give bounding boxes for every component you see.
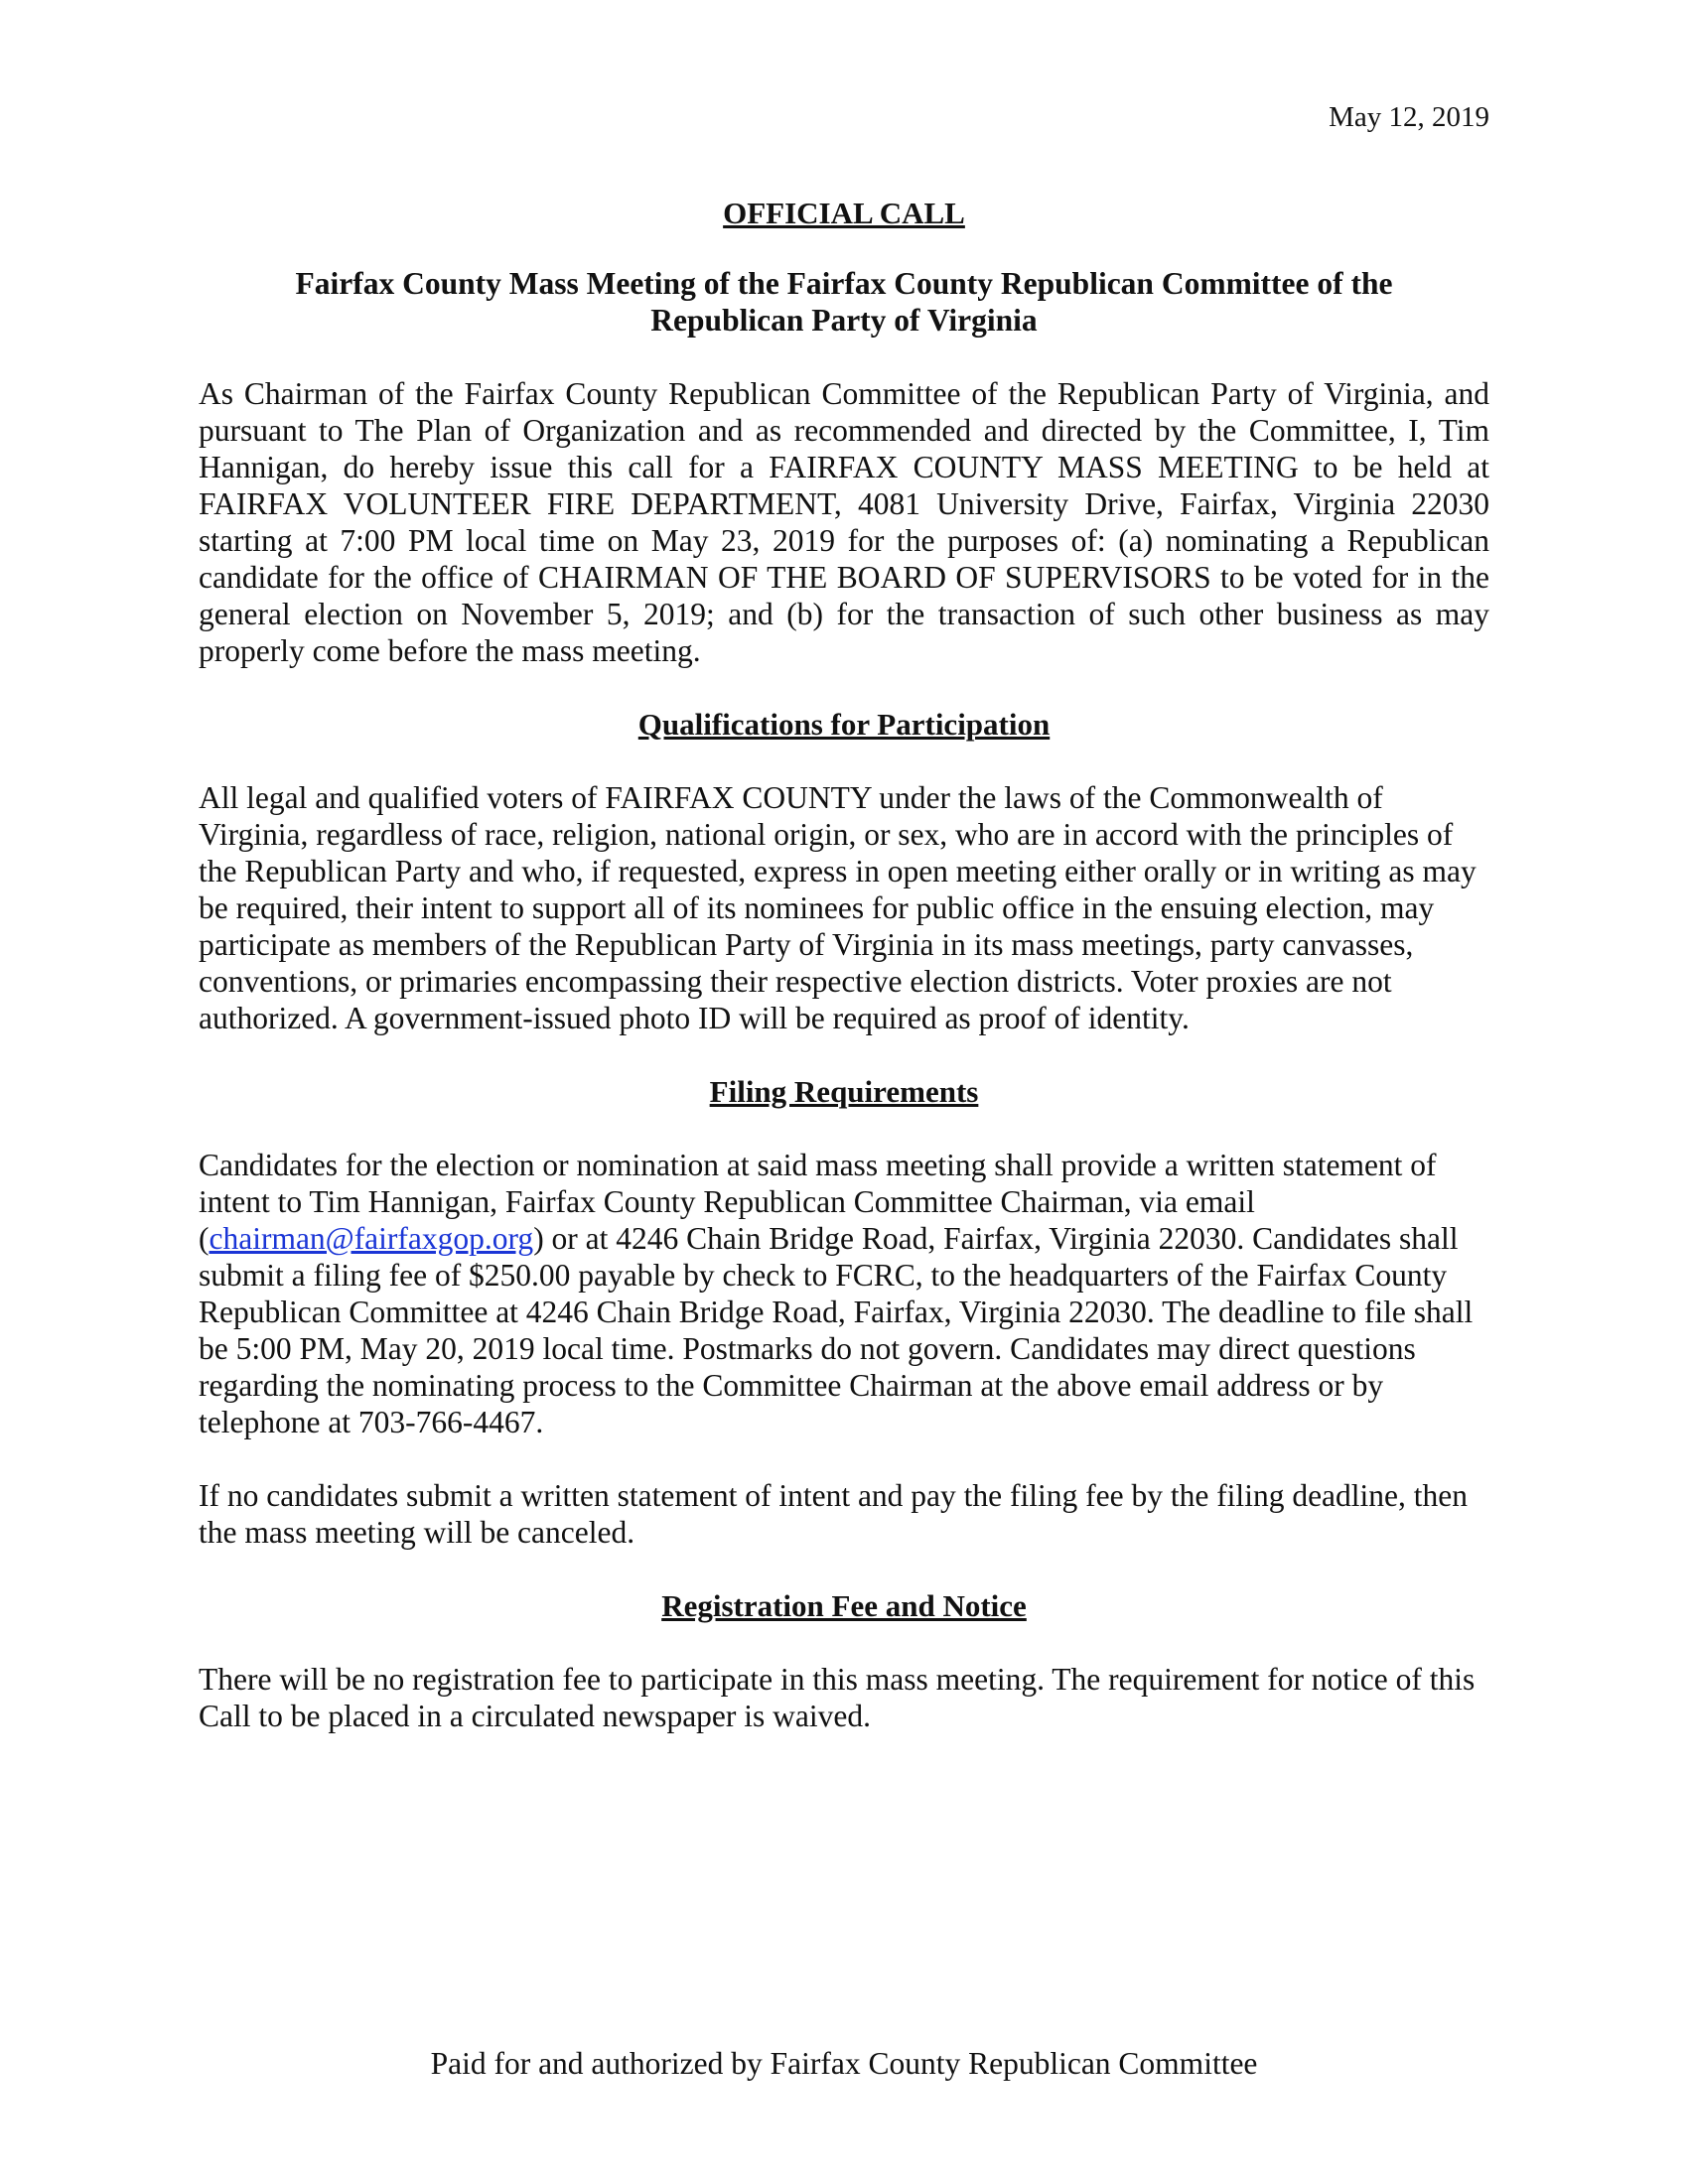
intro-paragraph: As Chairman of the Fairfax County Republican Committee of the Republican Party of Virginia, and pursuant to The Plan of Organization and as recommended and directed by the Committee, I, Tim Hannigan, do hereby issue this call for a FAIRFAX COUNTY MASS MEETING to be held at FAIRFAX VOLUNTEER FIRE DEPARTMENT, 4081 University Drive, Fairfax, Virginia 22030 starting at 7:00 PM local time on May 23, 2019 for the purposes of: (a) nominating a Republican candidate for the office of CHAIRMAN OF THE BOARD OF SUPERVISORS to be voted for in the general election on November 5, 2019; and (b) for the transaction of such other business as may properly come before the mass meeting. xyxy=(199,376,1489,668)
registration-paragraph: There will be no registration fee to participate in this mass meeting. The requirement for notice of this Call to be placed in a circulated newspaper is waived. xyxy=(199,1662,1476,1733)
document-date: May 12, 2019 xyxy=(1329,101,1489,133)
qualifications-heading: Qualifications for Participation xyxy=(637,707,1051,742)
registration-heading: Registration Fee and Notice xyxy=(661,1588,1027,1623)
filing-paragraph xyxy=(199,1147,1489,1440)
qualifications-paragraph: All legal and qualified voters of FAIRFAX COUNTY under the laws of the Commonwealth of Virginia, regardless of race, religion, national origin, or sex, who are in accord with the principles of the Republican Party and who, if requested, express in open meeting either orally or in writing as may be required, their intent to support all of its nominees for public office in the ensuing election, may participate as members of the Republican Party of Virginia in its mass meetings, party canvasses, conventions, or primaries encompassing their respective election districts. Voter proxies are not authorized. A government-issued photo ID will be required as proof of identity. xyxy=(199,780,1477,1035)
cancel-paragraph: If no candidates submit a written statement of intent and pay the filing fee by the filing deadline, then the mass meeting will be canceled. xyxy=(199,1478,1468,1550)
filing-text-after-link: ) or at 4246 Chain Bridge Road, Fairfax, Virginia 22030. Candidates shall submit a filing fee of $250.00 payable by check to FCRC, to the headquarters of the Fairfax County Republican Committee at 4246 Chain Bridge Road, Fairfax, Virginia 22030. The deadline to file shall be 5:00 PM, May 20, 2019 local time. Postmarks do not govern. Candidates may direct questions regarding the nominating process to the Committee Chairman at the above email address or by telephone at 703-766-4467. xyxy=(199,1221,1474,1439)
document-subtitle: Fairfax County Mass Meeting of the Fairfax County Republican Committee of the Republican Party of Virginia xyxy=(295,266,1393,338)
filing-heading: Filing Requirements xyxy=(709,1074,979,1109)
paid-for-footer: Paid for and authorized by Fairfax County Republican Committee xyxy=(430,2046,1258,2081)
document-body xyxy=(199,195,1489,1771)
document-title: OFFICIAL CALL xyxy=(723,196,965,230)
filing-text-before-link: Candidates for the election or nomination at said mass meeting shall provide a written statement of intent to Tim Hannigan, Fairfax County Republican Committee Chairman, via email ( xyxy=(199,1148,1437,1256)
chairman-email-link[interactable]: chairman@fairfaxgop.org xyxy=(209,1221,534,1256)
